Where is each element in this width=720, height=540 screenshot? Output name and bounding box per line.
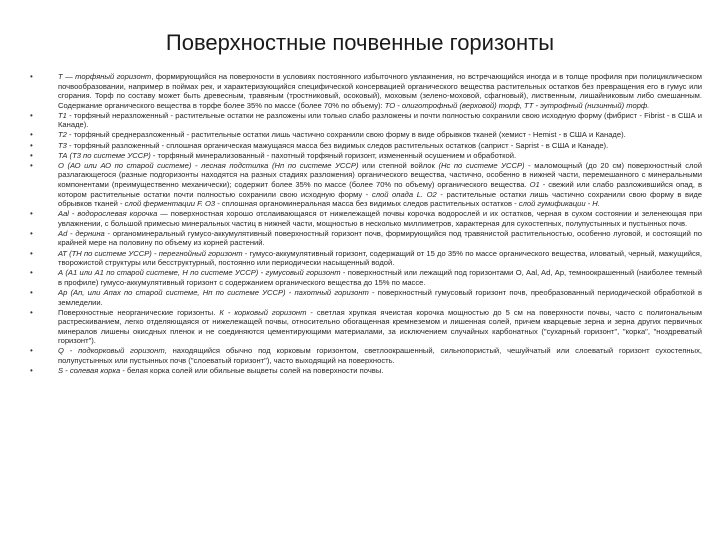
- list-item: [30, 111, 702, 130]
- horizon-description: , формирующийся на поверхности в условиях постоянного избыточного увлажнения, но встречающийся иногда и в толще профиля при полициклическом почвообразовании, например в поймах рек, и характеризующийся специфической консервацией органического вещества растительных остатков без превращения его в гумус или сгорания. Торф по составу может быть древесным, травяным (тростниковый, осоковый), моховым (зелено-моховой, сфагновый), лиственным, лишайниковым либо смешанным. Содержание органического вещества в торфе более 35% по массе (более 70% по объему):: [58, 72, 702, 110]
- list-item: [30, 72, 702, 110]
- list-item: [30, 249, 702, 268]
- horizon-description: - сплошная органоминеральная масса без видимых следов растительных остатков -: [215, 199, 519, 209]
- horizon-description: - торфяный среднеразложенный - растительные остатки лишь частично сохранили свою форму в виде обрывков тканей (хемист - Hemist - в США и Канаде).: [66, 130, 626, 140]
- horizon-term: слой опада L. О2: [371, 189, 437, 199]
- horizon-description: - гумусо-аккумулятивный горизонт, содержащий от 15 до 35% по массе органического вещества, иловатый, черный, мажущийся, творожистой структуры или бесструктурный, постоянно или периодически насыщенный водой.: [58, 248, 702, 268]
- horizon-term: А (А1 или А1 по старой системе, Н по системе УССР) - гумусовый горизонт: [58, 268, 341, 278]
- list-item: [30, 308, 702, 346]
- horizon-description: - торфяный минерализованный - пахотный торфяный горизонт, измененный осушением и обработкой.: [150, 150, 517, 160]
- horizon-description: - маломощный (до 20 см) поверхностный слой разлагающегося (разные подгоризонты находятся на разных стадиях разложения) органического вещества, частично, особенно в нижней части, перемешанного с минеральными компонентами (преимущественно механически); содержит более 35% по массе (более 70% по объему) органического вещества.: [58, 160, 703, 189]
- page-title: Поверхностные почвенные горизонты: [165, 30, 555, 55]
- horizon-description: - поверхностный гумусовый горизонт почв, преобразованный периодической обработкой в земледелии.: [58, 287, 702, 307]
- horizon-term: Т3: [58, 140, 67, 150]
- list-item: [30, 346, 702, 365]
- horizon-description: , находящийся обычно под корковым горизонтом, светлоокрашенный, сильнопористый, чешуйчатый или слоеватый горизонт сухостепных, полупустынных или пустынных почв ("слоеватый горизонт"), часто выходящий на поверхность.: [58, 346, 702, 365]
- list-item: [30, 229, 702, 248]
- horizon-description: - торфяный разложенный - сплошная органическая мажущаяся масса без видимых следов растительных остатков (саприст - Saprist - в США и Канаде).: [66, 140, 609, 150]
- horizon-description: — поверхностная хорошо отслаивающаяся от нижележащей почвы корочка водорослей и их остатков, черная в сухом состоянии и зеленеющая при увлажнении, с большой примесью минеральных частиц в нижней части, мощностью в несколько миллиметров, характерная для сухостепных, полупустынных и пустынных почв.: [58, 209, 702, 228]
- horizon-description: - белая корка солей или обильные выцветы солей на поверхности почвы.: [120, 366, 384, 376]
- horizon-list: [30, 72, 702, 376]
- list-item: [30, 366, 702, 376]
- horizon-description: - органоминеральный гумусо-аккумулятивный поверхностный горизонт почв, формирующийся под травянистой растительностью, особенно луговой, и состоящий по крайней мере на половину по объему из корней растений.: [58, 228, 702, 248]
- horizon-term: S - солевая корка: [58, 366, 121, 376]
- horizon-term: Q - подкорковый горизонт: [58, 346, 165, 356]
- horizon-description: - свежий или слабо разложившийся опад, в котором растительные остатки почти полностью сохранили свою исходную форму -: [58, 179, 702, 199]
- horizon-term: АТ (ТН по системе УССР) - перегнойный горизонт: [58, 248, 243, 258]
- horizon-description: - торфяный неразложенный - растительные остатки не разложены или только слабо разложены и почти полностью сохранили свою исходную форму (фибрист - Fibrist - в США и Канаде).: [58, 110, 702, 130]
- horizon-term: Aal - водорослевая корочка: [58, 209, 158, 219]
- list-item: [30, 268, 702, 287]
- horizon-term: Т2: [58, 130, 67, 140]
- horizon-term: ТА (Т3 по системе УССР): [58, 150, 151, 160]
- horizon-term: О (АО или АО по старой системе) - лесная подстилка (Нп по системе УССР): [58, 160, 359, 170]
- horizon-description: или степной войлок: [358, 160, 439, 170]
- horizon-term: ТО - олиготрофный (верховой) торф, ТТ - эутрофный (низинный) торф.: [384, 100, 650, 110]
- horizon-term: Ар (Ап, или Апах по старой системе, Нп по системе УССР) - пахотный горизонт: [58, 287, 369, 297]
- horizon-description: - светлая хрупкая ячеистая корочка мощностью до 5 см на поверхности почвы, часто с полигональным растрескиванием, легко отделяющаяся от нижележащей почвы, относительно обогащенная кремнеземом и лишенная солей, причем кварцевые зерна и зерна других первичных минералов лишены окисдных пленок и не соединяются цементирующими материалами, за исключением случайных карбонатных ("сухарный горизонт", "корка", "ноздреватый горизонт").: [58, 307, 702, 346]
- horizon-term: К - корковый горизонт: [219, 307, 307, 317]
- list-item: [30, 141, 702, 151]
- horizon-term: Т1: [58, 110, 67, 120]
- list-item: [30, 209, 702, 228]
- list-item: [30, 151, 702, 161]
- horizon-description: Поверхностные неорганические горизонты.: [58, 307, 220, 317]
- horizon-term: слой гумификации - Н.: [518, 199, 600, 209]
- list-item: [30, 288, 702, 307]
- horizon-description: - растительные остатки лишь частично сохранили свою форму в виде обрывков тканей -: [58, 189, 702, 209]
- horizon-term: О1: [529, 179, 540, 189]
- horizon-term: Ad - дернина: [58, 228, 105, 238]
- list-item: [30, 130, 702, 140]
- horizon-term: Т — торфяный горизонт: [58, 72, 152, 81]
- horizon-term: (Нс по системе УССР): [438, 160, 525, 170]
- horizon-description: - поверхностный или лежащий под горизонтами О, Aal, Ad, Ар, темноокрашенный (наиболее темный в профиле) гумусо-аккумулятивный горизонт с содержанием органического вещества до 15% по массе.: [58, 268, 702, 287]
- list-item: [30, 161, 702, 209]
- horizon-term: слой ферментации F. О3: [124, 199, 216, 209]
